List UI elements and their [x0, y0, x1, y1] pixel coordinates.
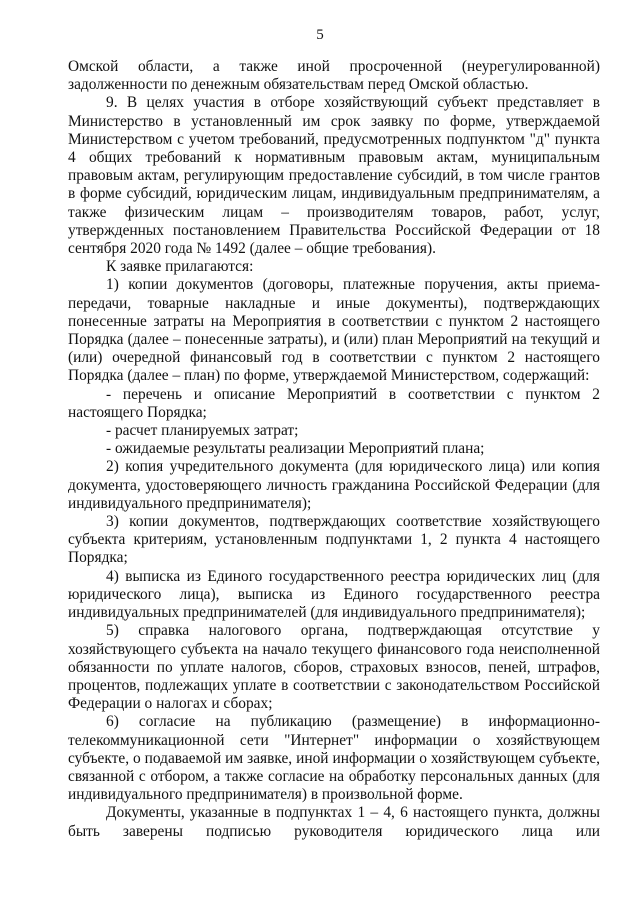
list-item-2: 2) копия учредительного документа (для юридического лица) или копия документа, удостоверяющего личность гражданина Российской Федерации (для индивидуального предпринимателя);	[68, 458, 600, 512]
list-item-1: 1) копии документов (договоры, платежные поручения, акты приема-передачи, товарные накладные и иные документы), подтверждающих понесенные затраты на Мероприятия в соответствии с пунктом 2 настоящего Порядка (далее – понесенные затраты), и (или) план Мероприятий на текущий и (или) очередной финансовый год в соответствии с пунктом 2 настоящего Порядка (далее – план) по форме, утверждаемой Министерством, содержащий:	[68, 276, 600, 385]
paragraph-continuation: Омской области, а также иной просроченной (неурегулированной) задолженности по денежным обязательствам перед Омской областью.	[68, 58, 600, 94]
list-item-4: 4) выписка из Единого государственного реестра юридических лиц (для юридического лица), выписка из Единого государственного реестра индивидуальных предпринимателей (для индивидуального предпринимателя);	[68, 567, 600, 622]
page-number: 5	[316, 27, 324, 43]
sub-item-activities-list: - перечень и описание Мероприятий в соответствии с пунктом 2 настоящего Порядка;	[68, 385, 600, 421]
list-item-5: 5) справка налогового органа, подтверждающая отсутствие у хозяйствующего субъекта на начало текущего финансового года неисполненной обязанности по уплате налогов, сборов, страховых взносов, пеней, штрафов, процентов, подлежащих уплате в соответствии с законодательством Российской Федерации о налогах и сборах;	[68, 622, 600, 713]
sub-item-planned-costs: - расчет планируемых затрат;	[106, 422, 299, 440]
list-item-6: 6) согласие на публикацию (размещение) в информационно-телекоммуникационной сети "Интернет" информации о хозяйствующем субъекте, о подаваемой им заявке, иной информации о хозяйствующем субъекте, связанной с отбором, а также согласие на обработку персональных данных (для индивидуального предпринимателя) в произвольной форме.	[68, 713, 600, 804]
paragraph-attachments-intro: К заявке прилагаются:	[106, 258, 254, 276]
document-body	[68, 58, 600, 841]
paragraph-documents-certification: Документы, указанные в подпунктах 1 – 4, 6 настоящего пункта, должны быть заверены подписью руководителя юридического лица или	[68, 804, 600, 840]
paragraph-item-9: 9. В целях участия в отборе хозяйствующий субъект представляет в Министерство в установленный им срок заявку по форме, утверждаемой Министерством с учетом требований, предусмотренных подпунктом "д" пункта 4 общих требований к нормативным правовым актам, муниципальным правовым актам, регулирующим предоставление субсидий, в том числе грантов в форме субсидий, юридическим лицам, индивидуальным предпринимателям, а также физическим лицам – производителям товаров, работ, услуг, утвержденных постановлением Правительства Российской Федерации от 18 сентября 2020 года № 1492 (далее – общие требования).	[68, 94, 600, 258]
list-item-3: 3) копии документов, подтверждающих соответствие хозяйствующего субъекта критериям, установленным подпунктами 1, 2 пункта 4 настоящего Порядка;	[68, 513, 600, 567]
sub-item-expected-results: - ожидаемые результаты реализации Мероприятий плана;	[106, 440, 485, 458]
